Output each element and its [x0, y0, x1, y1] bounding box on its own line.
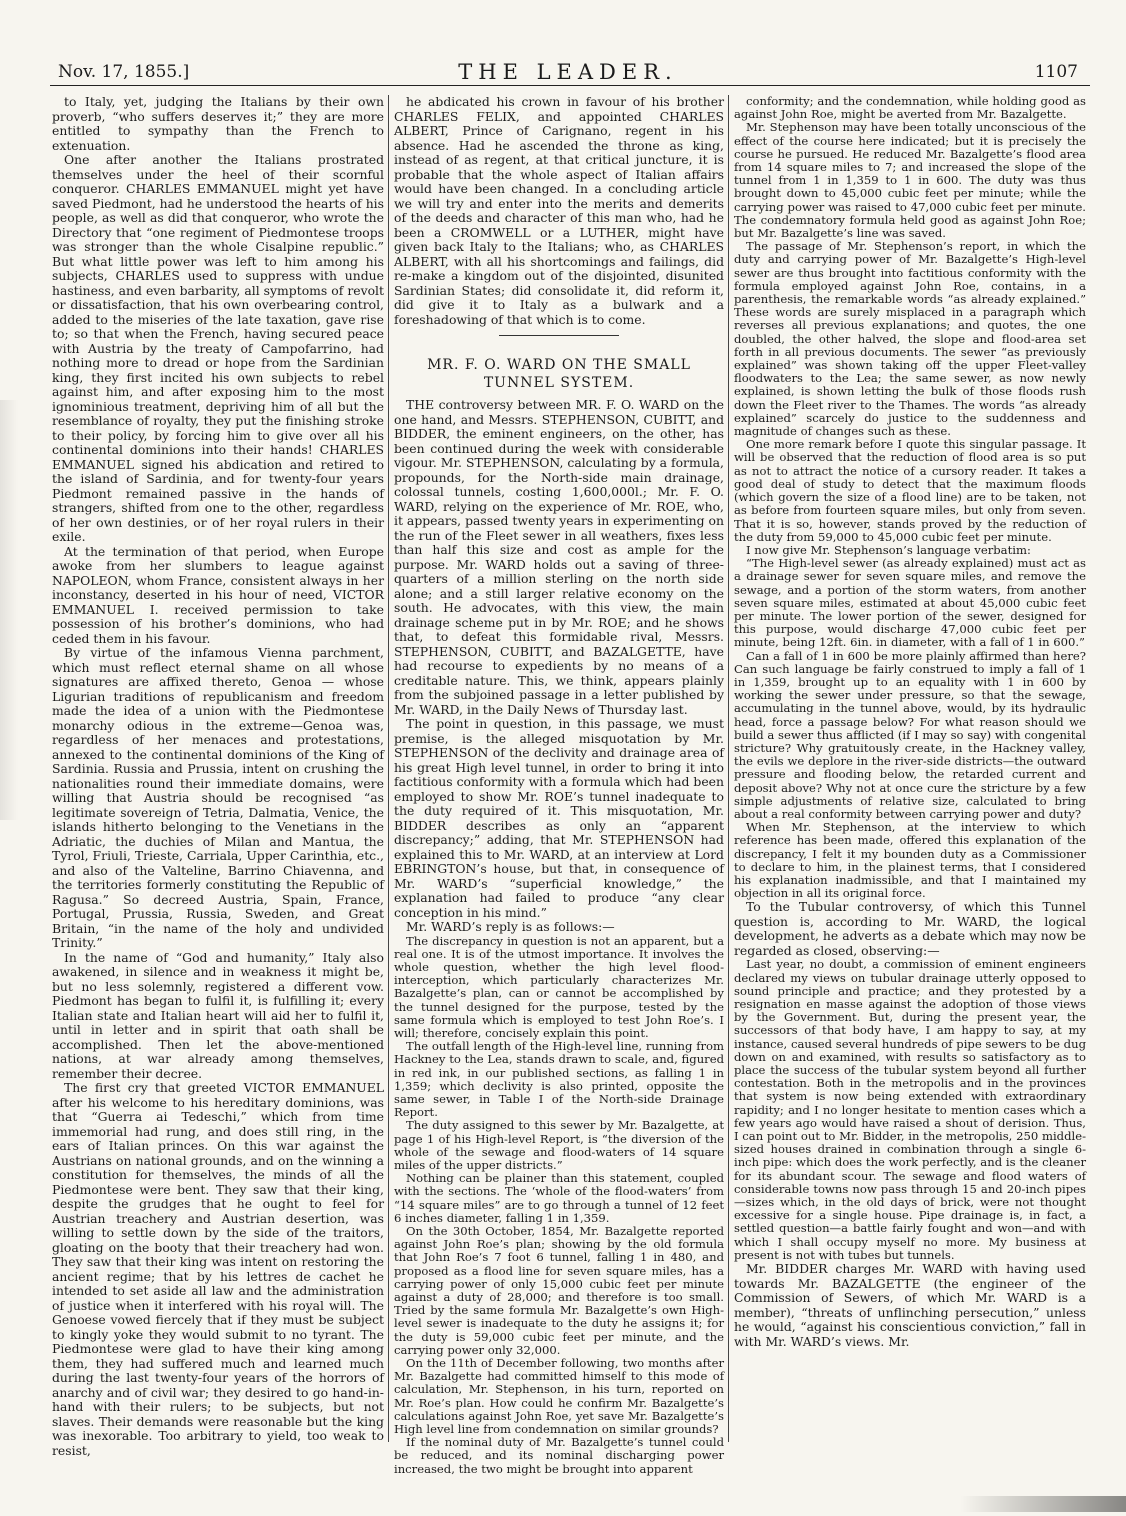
- column-3: [734, 95, 1086, 1444]
- quoted-paragraph: On the 30th October, 1854, Mr. Bazalgette reported against John Roe’s plan; showing by the old formula that John Roe’s 7 foot 6 tunnel, falling 1 in 480, and proposed as a flood line for seven square miles, has a carrying power of only 15,000 cubic feet per minute against a duty of 28,000; and therefore is too small. Tried by the same formula Mr. Bazalgette’s own High-level sewer is inadequate to the duty he assigns it; for the duty is 59,000 cubic feet per minute, and the carrying power only 32,000.: [394, 1223, 724, 1357]
- page-edge-shadow: [0, 400, 18, 820]
- quoted-paragraph: The outfall length of the High-level line, running from Hackney to the Lea, stands drawn to scale, and, figured in red ink, in our published sections, as falling 1 in 1,359; which declivity is also printed, opposite the same sewer, in Table I of the North-side Drainage Report.: [394, 1039, 724, 1120]
- column-divider-2: [728, 95, 729, 1442]
- paragraph: Mr. BIDDER charges Mr. WARD with having used towards Mr. BAZALGETTE (the engineer of the Commission of Sewers, of which Mr. WARD is a member), “threats of unflinching persecution,” unless he would, “against his conscientious conviction,” fall in with Mr. WARD’s views. Mr.: [734, 1261, 1086, 1349]
- column-1: [52, 94, 384, 1458]
- masthead-rule: [50, 85, 1090, 86]
- quoted-paragraph: If the nominal duty of Mr. Bazalgette’s tunnel could be reduced, and its nominal discharging power increased, the two might be brought into apparent: [394, 1435, 724, 1476]
- article-heading: MR. F. O. WARD ON THE SMALL TUNNEL SYSTEM.: [427, 357, 691, 391]
- issue-date: Nov. 17, 1855.]: [58, 62, 190, 82]
- paragraph: he abdicated his crown in favour of his brother CHARLES FELIX, and appointed CHARLES ALBERT, Prince of Carignano, regent in his absence. Had he ascended the throne as king, instead of as regent, at that critical juncture, it is probable that the whole aspect of Italian affairs would have been changed. In a concluding article we will try and enter into the merits and demerits of the deeds and character of this man who, had he been a CROMWELL or a LUTHER, might have given back Italy to the Italians; who, as CHARLES ALBERT, with all his shortcomings and failings, did re-make a kingdom out of the disjointed, disunited Sardinian States; did consolidate it, did reform it, did give it to Italy as a bulwark and a foreshadowing of that which is to come.: [394, 94, 724, 327]
- masthead: [40, 58, 1096, 88]
- quoted-paragraph: Nothing can be plainer than this statement, coupled with the sections. The ‘whole of the flood-waters’ from “14 square miles” are to go through a tunnel of 12 feet 6 inches diameter, falling 1 in 1,359.: [394, 1171, 724, 1225]
- quoted-paragraph: Can a fall of 1 in 600 be more plainly affirmed than here? Can such language be fairly construed to imply a fall of 1 in 1,359, brought up to an equality with 1 in 600 by working the sewer under pressure, so that the sewage, accumulating in the tunnel above, would, by its hydraulic head, force a passage below? For what reason should we build a sewer thus afflicted (if I may so say) with congenital stricture? Why gratuitously create, in the Hackney valley, the evils we deplore in the river-side districts—the outward pressure and flooding below, the retarded current and deposit above? Why not at once cure the stricture by a few simple adjustments of relative size, calculated to bring about a real conformity between carrying power and duty?: [734, 648, 1086, 821]
- column-2: [394, 94, 724, 1476]
- page-number: 1107: [1034, 62, 1078, 82]
- paragraph: The first cry that greeted VICTOR EMMANUEL after his welcome to his hereditary dominions, was that “Guerra ai Tedeschi,” which from time immemorial had rung, and does still ring, in the ears of Italian princes. On this war against the Austrians on national grounds, and on the winning a constitution for themselves, the minds of all the Piedmontese were bent. They saw that their king, despite the grudges that he ought to feel for Austrian treachery and Austrian desertion, was willing to settle down by the side of the traitors, gloating on the booty that their treachery had won. They saw that their king was intent on restoring the ancient regime; that by his lettres de cachet he intended to set aside all law and the administration of justice when it interfered with his royal will. The Genoese vowed fiercely that if they must be subject to kingly yoke they would submit to no tyrant. The Piedmontese were glad to have their king among them, they had suffered much and learned much during the last twenty-four years of the horrors of anarchy and of civil war; they desired to go hand-in-hand with their rulers; to be subjects, but not slaves. Their demands were reasonable but the king was inexorable. Too arbitrary to yield, too weak to resist,: [52, 1080, 384, 1458]
- paragraph: THE controversy between MR. F. O. WARD on the one hand, and Messrs. STEPHENSON, CUBITT, and BIDDER, the eminent engineers, on the other, has been continued during the week with considerable vigour. Mr. STEPHENSON, calculating by a formula, propounds, for the North-side main drainage, colossal tunnels, costing 1,600,000l.; Mr. F. O. WARD, relying on the experience of Mr. ROE, who, it appears, passed twenty years in experimenting on the run of the Fleet sewer in all weathers, fixes less than half this size and cost as ample for the purpose. Mr. WARD holds out a saving of three-quarters of a million sterling on the north side alone; and a still larger relative economy on the south. He advocates, with this view, the main drainage scheme put in by Mr. ROE; and he shows that, to defeat this formidable rival, Messrs. STEPHENSON, CUBITT, and BAZALGETTE, have had recourse to expedients by no means of a creditable nature. This, we think, appears plainly from the subjoined passage in a letter published by Mr. WARD, in the Daily News of Thursday last.: [394, 397, 724, 717]
- quoted-paragraph: The duty assigned to this sewer by Mr. Bazalgette, at page 1 of his High-level Report, is “the diversion of the whole of the sewage and flood-waters of 14 square miles of the upper districts.”: [394, 1118, 724, 1172]
- paragraph: to Italy, yet, judging the Italians by their own proverb, “who suffers deserves it;” they are more entitled to sympathy than the French to extenuation.: [52, 94, 384, 153]
- quoted-paragraph: The discrepancy in question is not an apparent, but a real one. It is of the utmost importance. It involves the whole question, whether the high level flood-interception, which particularly characterizes Mr. Bazalgette’s plan, can or cannot be accomplished by the tunnel designed for the purpose, tested by the same formula which is employed to test John Roe’s. I will; therefore, concisely explain this point.: [394, 933, 724, 1040]
- column-divider-1: [388, 95, 389, 1442]
- section-divider: [499, 335, 619, 336]
- paragraph: To the Tubular controversy, of which this Tunnel question is, according to Mr. WARD, the logical development, he adverts as a debate which may now be regarded as closed, observing:—: [734, 899, 1086, 958]
- paragraph: By virtue of the infamous Vienna parchment, which must reflect eternal shame on all whose signatures are affixed thereto, Genoa — whose Ligurian traditions of republicanism and freedom made the idea of a union with the Piedmontese monarchy odious in the extreme—Genoa was, regardless of her menaces and protestations, annexed to the continental dominions of the King of Sardinia. Russia and Prussia, intent on crushing the nationalities round their immediate domains, were willing that Austria should be recognised “as legitimate sovereign of Tetria, Dalmatia, Venice, the islands hitherto belonging to the Venetians in the Adriatic, the duchies of Milan and Mantua, the Tyrol, Friuli, Trieste, Carriala, Upper Carinthia, etc., and also of the Valteline, Barrino Chiavenna, and the territories formerly constituting the Republic of Ragusa.” So decreed Austria, Spain, France, Portugal, Prussia, Russia, Sweden, and Great Britain, “in the name of the holy and undivided Trinity.”: [52, 645, 384, 950]
- paragraph: Mr. WARD’s reply is as follows:—: [406, 919, 615, 934]
- paragraph: In the name of “God and humanity,” Italy also awakened, in silence and in weakness it might be, but no less solemnly, registered a different vow. Piedmont has began to fulfil it, is fulfilling it; every Italian state and Italian heart will aid her to fulfil it, until in letter and in spirit that oath shall be accomplished. Then let the above-mentioned nations, at war already among themselves, remember their decree.: [52, 949, 384, 1081]
- paragraph: The point in question, in this passage, we must premise, is the alleged misquotation by Mr. STEPHENSON of the declivity and drainage area of his great High level tunnel, in order to bring it into factitious conformity with a formula which had been employed to show Mr. ROE’s tunnel inadequate to the duty required of it. This misquotation, Mr. BIDDER describes as only an “apparent discrepancy;” adding, that Mr. STEPHENSON had explained this to Mr. WARD, at an interview at Lord EBRINGTON’s house, but that, in consequence of Mr. WARD’s “superficial knowledge,” the explanation had failed to produce “any clear conception in his mind.”: [394, 716, 724, 920]
- quoted-paragraph: I now give Mr. Stephenson’s language verbatim:: [746, 542, 1031, 557]
- quoted-paragraph: On the 11th of December following, two months after Mr. Bazalgette had committed himself to this mode of calculation, Mr. Stephenson, in his turn, reported on Mr. Roe’s plan. How could he confirm Mr. Bazalgette’s calculations against John Roe, yet save Mr. Bazalgette’s High level line from condemnation on similar grounds?: [394, 1356, 724, 1437]
- quoted-paragraph: Last year, no doubt, a commission of eminent engineers declared my views on tubular drainage utterly opposed to sound principle and practice; and they protested by a resignation en masse against the adoption of those views by the Government. But, during the present year, the successors of that body have, I am happy to say, at my instance, caused several hundreds of pipe sewers to be dug down on and examined, with results so satisfactory as to place the success of the tubular system beyond all further contestation. Both in the metropolis and in the provinces that system is now being extended with extraordinary rapidity; and I no longer hesitate to mention cases which a few years ago would have raised a shout of derision. Thus, I can point out to Mr. Bidder, in the metropolis, 250 middle-sized houses drained in combination through a single 6-inch pipe: which does the work perfectly, and is the cleaner for its abundant scour. The sewage and flood waters of considerable towns now pass through 15 and 20-inch pipes—sizes which, in the old days of brick, were not thought excessive for a single house. Pipe drainage is, in fact, a settled question—a battle fairly fought and won—and with which I shall occupy myself no more. My business at present is not with tubes but tunnels.: [734, 957, 1086, 1262]
- quoted-paragraph: When Mr. Stephenson, at the interview to which reference has been made, offered this explanation of the discrepancy, I felt it my bounden duty as a Commissioner to declare to him, in the plainest terms, that I considered his explanation inadmissible, and that I maintained my objection in all its original force.: [734, 820, 1086, 901]
- paragraph: One after another the Italians prostrated themselves under the heel of their scornful conqueror. CHARLES EMMANUEL might yet have saved Piedmont, had he understood the hearts of his people, as well as did that conqueror, who wrote the Directory that “one regiment of Piedmontese troops was stronger than the whole Cisalpine republic.” But what little power was left to him among his subjects, CHARLES used to suppress with undue hastiness, and even barbarity, all symptoms of revolt or dissatisfaction, that his own overbearing control, added to the miseries of the late taxation, gave rise to; so that when the French, having secured peace with Austria by the treaty of Campofarrino, had nothing more to dread or hope from the Sardinian king, they first incited his own subjects to rebel against him, and after exposing him to the most ignominious treatment, depriving him of all but the resemblance of royalty, they put the finishing stroke to their policy, by forcing him to give over all his continental dominions into their hands! CHARLES EMMANUEL signed his abdication and retired to the island of Sardinia, and for twenty-four years Piedmont remained passive in the hands of strangers, shifted from one to the other, regardless of her own destinies, or of her royal rulers in their exile.: [52, 152, 384, 544]
- paragraph: At the termination of that period, when Europe awoke from her slumbers to league against NAPOLEON, whom France, consistent always in her inconstancy, deserted in his hour of need, VICTOR EMMANUEL I. received permission to take possession of his brother’s dominions, who had ceded them in his favour.: [52, 543, 384, 646]
- scan-artifact: [960, 1496, 1126, 1512]
- quoted-paragraph: Mr. Stephenson may have been totally unconscious of the effect of the course here indicated; but it is precisely the course he pursued. He reduced Mr. Bazalgette’s flood area from 14 square miles to 7; and increased the slope of the tunnel from 1 in 1,359 to 1 in 600. The duty was thus brought down to 45,000 cubic feet per minute; while the carrying power was raised to 47,000 cubic feet per minute. The condemnatory formula held good as against John Roe; but Mr. Bazalgette’s line was saved.: [734, 120, 1086, 241]
- quoted-paragraph: The passage of Mr. Stephenson’s report, in which the duty and carrying power of Mr. Bazalgette’s High-level sewer are thus brought into factitious conformity with the formula employed against John Roe, contains, in a parenthesis, the remarkable words “as already explained.” These words are surely misplaced in a paragraph which reverses all previous explanations; and quotes, the one doubled, the other halved, the slope and flood-area set forth in all previous documents. The sewer “as previously explained” was shown taking off the upper Fleet-valley floodwaters to the Lea; the same sewer, as now newly explained, is shown letting the bulk of those floods rush down the Fleet river to the Thames. The words “as already explained” scarcely do justice to the suddenness and magnitude of changes such as these.: [734, 239, 1086, 439]
- quoted-paragraph: “The High-level sewer (as already explained) must act as a drainage sewer for seven square miles, and remove the sewage, and a portion of the storm waters, from another seven square miles, estimated at about 45,000 cubic feet per minute. The lower portion of the sewer, designed for this purpose, would discharge 47,000 cubic feet per minute, being 12ft. 6in. in diameter, with a fall of 1 in 600.”: [734, 556, 1086, 650]
- newspaper-title: THE LEADER.: [458, 60, 678, 84]
- quoted-paragraph: One more remark before I quote this singular passage. It will be observed that the reduction of flood area is so put as not to attract the notice of a cursory reader. It takes a good deal of study to detect that the maximum floods (which govern the size of a flood line) are to be taken, not as before from fourteen square miles, but only from seven. That it is so, however, stands proved by the reduction of the duty from 59,000 to 45,000 cubic feet per minute.: [734, 437, 1086, 544]
- quoted-paragraph: conformity; and the condemnation, while holding good as against John Roe, might be averted from Mr. Bazalgette.: [734, 94, 1086, 122]
